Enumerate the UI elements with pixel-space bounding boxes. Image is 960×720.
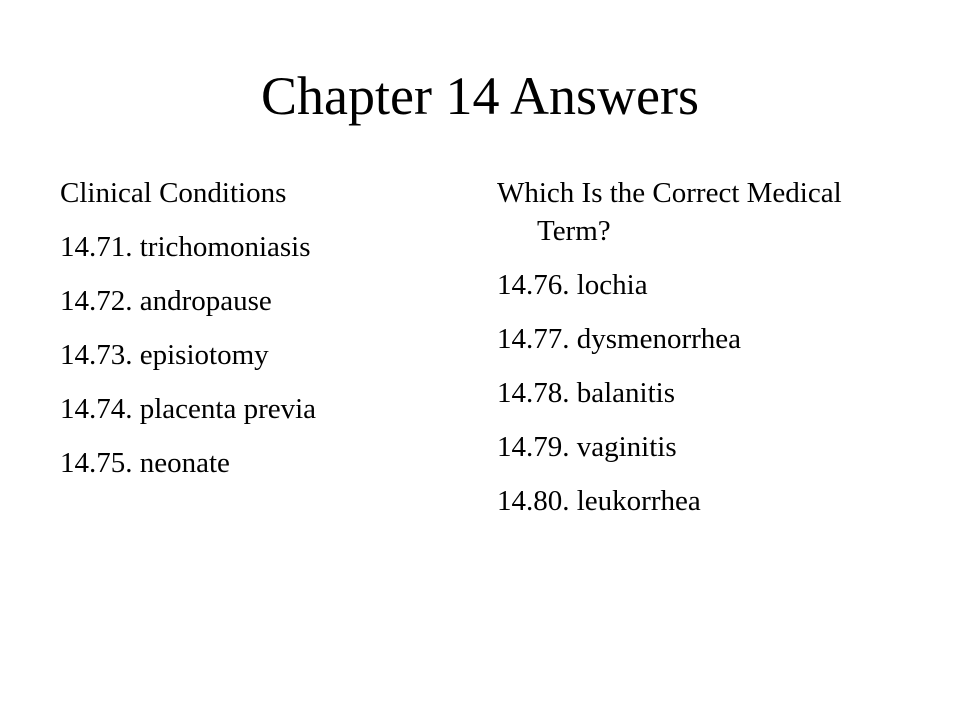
list-item: 14.73. episiotomy	[60, 339, 269, 371]
list-item: 14.74. placenta previa	[60, 393, 317, 425]
list-item: 14.71. trichomoniasis	[60, 231, 311, 263]
right-column-heading: Which Is the Correct Medical Term?	[497, 177, 842, 247]
list-item: 14.72. andropause	[60, 285, 272, 317]
list-item: 14.78. balanitis	[497, 377, 676, 409]
list-item: 14.75. neonate	[60, 447, 230, 479]
list-item: 14.77. dysmenorrhea	[497, 323, 742, 355]
left-column-heading: Clinical Conditions	[60, 177, 287, 209]
list-item: 14.80. leukorrhea	[497, 485, 701, 517]
left-column	[60, 174, 460, 498]
list-item: 14.79. vaginitis	[497, 431, 677, 463]
list-item: 14.76. lochia	[497, 269, 648, 301]
right-column	[497, 174, 917, 536]
slide-title: Chapter 14 Answers	[261, 66, 699, 126]
